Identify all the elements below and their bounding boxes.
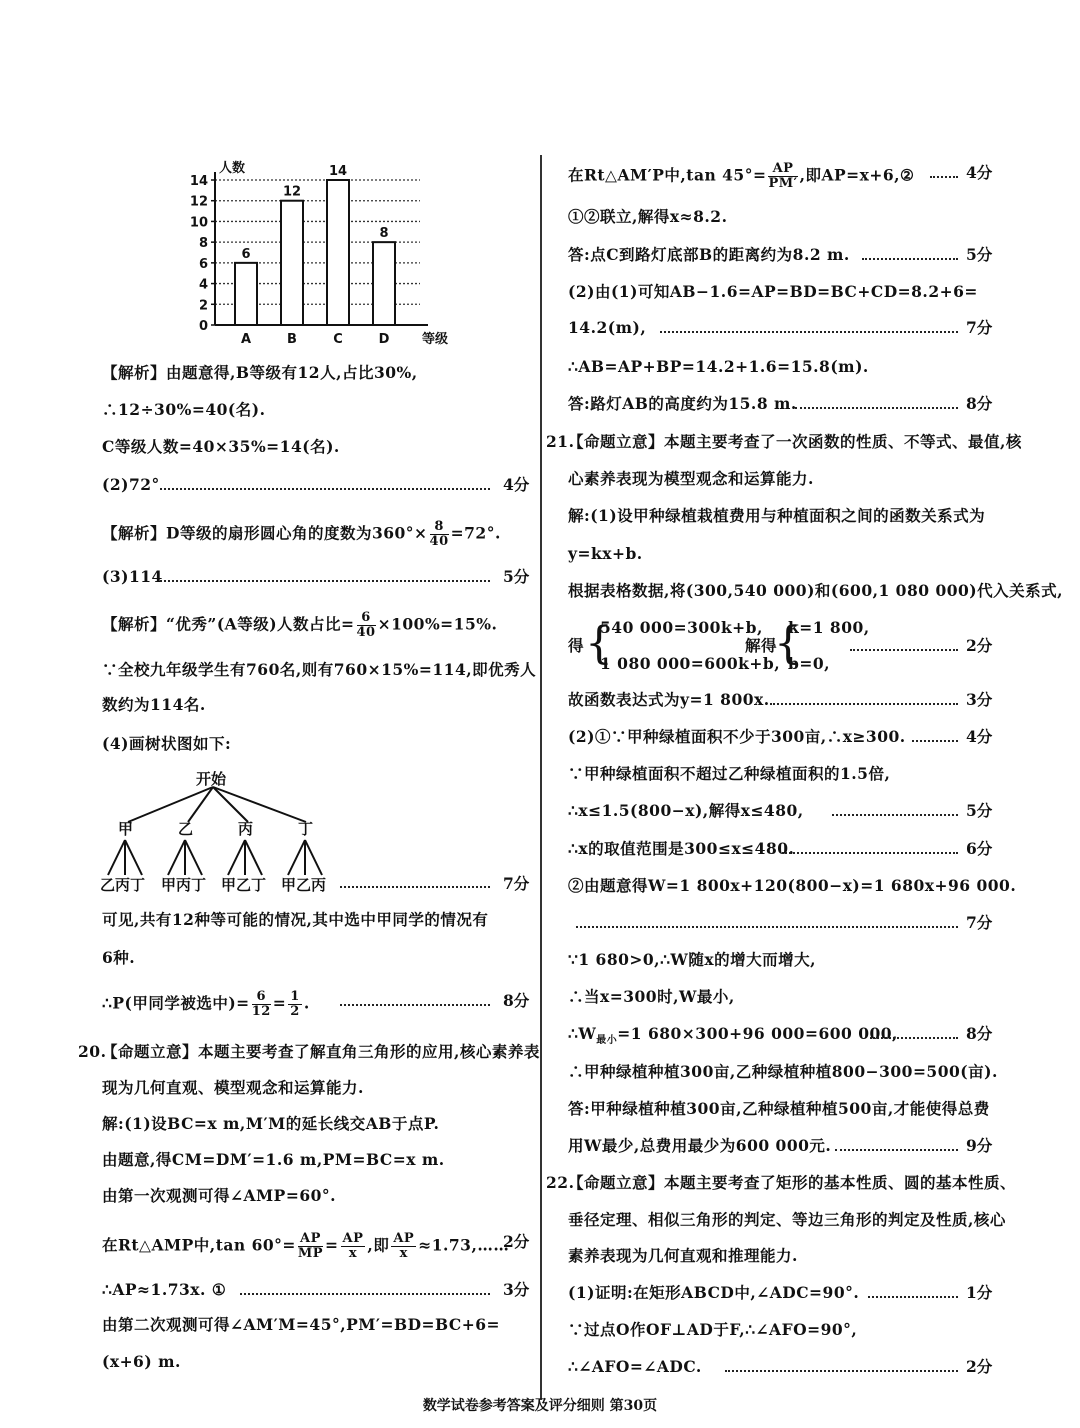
tree-node: 乙 [178,820,194,838]
leader-dots [240,1291,490,1295]
bar [327,180,349,325]
fraction [288,990,302,1019]
text-line: 6种. [102,948,136,967]
text-fragment: =1 680×300+96 000=600 000, [617,1024,898,1043]
score-label: 2分 [503,1232,530,1251]
bar-value-label: 8 [379,226,389,242]
text-line: 故函数表达式为y=1 800x. [568,690,770,709]
text-line: 【解析】由题意得,B等级有12人,占比30%, [102,363,418,382]
text-line: 【命题立意】本题主要考查了一次函数的性质、不等式、最值,核 [568,432,1022,451]
score-label: 9分 [966,1136,993,1155]
leader-dots [160,486,490,490]
tree-leaf: 乙丙丁 [100,876,146,894]
denominator: PM′ [768,176,798,191]
text-line: 数约为114名. [102,695,206,714]
text-line: ∴x的取值范围是300≤x≤480. [568,839,795,858]
score-label: 5分 [503,567,530,586]
score-label: 8分 [966,394,993,413]
text-line: 答:点C到路灯底部B的距离约为8.2 m. [568,245,850,264]
numerator: 1 [290,989,300,1004]
text-line: ∴AB=AP+BP=14.2+1.6=15.8(m). [568,357,869,376]
score-label: 8分 [966,1024,993,1043]
y-tick-label: 4 [198,277,208,293]
y-tick-label: 6 [198,256,208,272]
equation: b=0, [788,654,831,673]
text-fragment: 在Rt△AMP中,tan 60°= [102,1235,296,1255]
y-axis-label: 人数 [219,161,246,176]
score-label: 6分 [966,839,993,858]
y-tick-label: 0 [198,319,208,334]
fraction [298,1232,323,1261]
leader-dots [576,924,958,928]
tree-root: 开始 [196,770,227,788]
tree-leaf: 甲乙丙 [281,876,327,894]
text-line: (x+6) m. [102,1352,181,1371]
numerator: AP [342,1231,364,1246]
text-line [102,520,501,549]
y-tick-label: 12 [189,194,208,210]
text-fragment: ∴W [568,1024,597,1043]
score-label: 7分 [966,913,993,932]
numerator: 6 [357,611,376,626]
leader-dots [835,1147,958,1151]
text-line: 现为几何直观、模型观念和运算能力. [102,1078,364,1097]
tree-node: 丁 [298,820,314,838]
leader-dots [160,578,490,582]
equation: k=1 800, [788,618,870,637]
fraction [357,611,376,640]
score-label: 3分 [503,1280,530,1299]
text-line: ∴当x=300时,W最小, [568,987,735,1006]
text-line: ②由题意得W=1 800x+120(800−x)=1 680x+96 000. [568,876,1017,895]
text-line: 用W最少,总费用最少为600 000元. [568,1136,832,1155]
y-tick-label: 8 [198,236,208,252]
subscript: 最小 [596,1035,618,1047]
text-fragment: ∴P(甲同学被选中)= [102,993,250,1013]
leader-dots [340,1002,490,1006]
leader-dots [795,405,958,409]
leader-dots [832,812,958,816]
text-line: 解:(1)设BC=x m,M′M的延长线交AB于点P. [102,1114,440,1133]
leader-dots [340,884,490,888]
y-tick-label: 10 [189,215,208,231]
text-fragment: 【解析】“优秀”(A等级)人数占比= [102,614,355,634]
text-line: 根据表格数据,将(300,540 000)和(600,1 080 000)代入关系式, [568,581,1064,600]
bar [373,242,395,325]
text-line: ∴AP≈1.73x. ① [102,1280,227,1299]
x-tick-label: A [240,332,252,347]
bar-value-label: 14 [328,164,348,179]
bar-value-label: 12 [282,184,302,200]
fraction [252,990,271,1019]
text-line: 14.2(m), [568,318,647,337]
leader-dots [770,701,958,705]
score-label: 2分 [966,1357,993,1376]
text-line: 心素养表现为模型观念和运算能力. [568,469,814,488]
text-line: 【命题立意】本题主要考查了矩形的基本性质、圆的基本性质、 [568,1173,1017,1192]
text-line: 在Rt△AMP中,tan 60°= $\frac{AP}{MP}$ = $\frac{AP}{x}$ ,即 $\frac{AP}{x}$ ≈1.73,…… [102,1231,510,1261]
column-divider [540,155,542,1400]
bar-value-label: 6 [241,246,251,262]
tree-leaf: 甲乙丁 [221,876,267,894]
bar-chart [185,150,455,350]
denominator: x [348,1246,358,1261]
text-line: 【命题立意】本题主要考查了解直角三角形的应用,核心素养表 [102,1042,540,1061]
x-tick-label: D [378,332,390,347]
leader-dots [725,1368,958,1372]
text-line: 垂径定理、相似三角形的判定、等边三角形的判定及性质,核心 [568,1210,1006,1229]
numerator: AP [768,162,797,177]
leader-dots [868,1294,958,1298]
score-label: 5分 [966,245,993,264]
numerator: 6 [252,990,271,1005]
text-line: y=kx+b. [568,544,643,563]
leader-dots [660,329,958,333]
text-line: ∵过点O作OF⊥AD于F,∴∠AFO=90°, [568,1320,858,1339]
brace-symbol: { [585,618,613,669]
score-label: 4分 [966,727,993,746]
text-fragment: 在Rt△AM′P中,tan 45°= [568,165,767,185]
text-line: 解:(1)设甲种绿植栽植费用与种植面积之间的函数关系式为 [568,506,986,525]
bar [281,201,303,325]
score-label: 7分 [966,318,993,337]
text-line: ∵1 680>0,∴W随x的增大而增大, [568,950,816,969]
leader-dots [782,850,958,854]
text-line: ①②联立,解得x≈8.2. [568,207,728,226]
leader-dots [930,174,958,178]
text-line: 得 [568,636,585,655]
y-tick-label: 14 [189,174,208,189]
fraction [768,162,797,191]
text-line: C等级人数=40×35%=14(名). [102,437,340,456]
score-label: 4分 [503,475,530,494]
numerator: 8 [430,520,449,535]
score-label: 5分 [966,801,993,820]
equation: 1 080 000=600k+b, [600,654,781,673]
y-tick-label: 2 [198,298,208,314]
leader-dots [862,256,958,260]
text-line: 答:路灯AB的高度约为15.8 m. [568,394,797,413]
text-line: ∴12÷30%=40(名). [102,400,266,419]
text-fragment: ,即AP=x+6,② [799,165,915,185]
score-label: 4分 [966,163,993,182]
numerator: AP [298,1232,323,1247]
x-axis-label: 等级 [422,332,449,347]
page-footer: 数学试卷参考答案及评分细则 第30页 [422,1398,658,1414]
tree-leaf: 甲丙丁 [161,876,207,894]
text-line: (2)72° [102,475,160,494]
score-label: 7分 [503,874,530,893]
question-number: 20. [78,1042,107,1061]
question-number: 21. [546,432,575,451]
text-fragment: =72°. [450,523,501,543]
text-line: 素养表现为几何直观和推理能力. [568,1246,798,1265]
text-line: (1)证明:在矩形ABCD中,∠ADC=90°. [568,1283,860,1302]
text-line [568,1024,898,1051]
text-line: 答:甲种绿植种植300亩,乙种绿植种植500亩,才能使得总费 [568,1099,990,1118]
text-fragment: ≈1.73,…… [418,1235,510,1255]
equation: 540 000=300k+b, [600,618,763,637]
brace-symbol: { [774,618,802,669]
text-line [568,162,914,191]
x-tick-label: B [287,332,297,347]
text-fragment: ,即 [367,1235,390,1255]
text-line: ∴P(甲同学被选中)= $\frac{6}{12}$ = $\frac{1}{2}$ . [102,989,310,1019]
score-label: 3分 [966,690,993,709]
text-line: ∴∠AFO=∠ADC. [568,1357,702,1376]
text-fragment: 【解析】D等级的扇形圆心角的度数为360°× [102,523,428,543]
leader-dots [850,647,958,651]
score-label: 1分 [966,1283,993,1302]
fraction [341,1232,366,1261]
text-line: ∴甲种绿植种植300亩,乙种绿植种植800−300=500(亩). [568,1062,998,1081]
denominator: 2 [290,1004,300,1019]
fraction [430,520,449,549]
denominator: 12 [251,1004,271,1019]
leader-dots [870,1035,958,1039]
text-line: ∴x≤1.5(800−x),解得x≤480, [568,801,804,820]
denominator: 40 [429,534,449,549]
text-line: ∵甲种绿植面积不超过乙种绿植面积的1.5倍, [568,764,891,783]
leader-dots [912,738,958,742]
text-line: ∵全校九年级学生有760名,则有760×15%=114,即优秀人 [102,660,537,679]
text-fragment: ×100%=15%. [377,614,498,634]
bar [235,263,257,325]
text-line: 由第二次观测可得∠AM′M=45°,PM′=BD=BC+6= [102,1315,501,1334]
tree-node: 丙 [238,820,254,838]
text-line: 可见,共有12种等可能的情况,其中选中甲同学的情况有 [102,910,489,929]
text-line: 解得 [745,636,778,655]
text-line: (2)①∵甲种绿植面积不少于300亩,∴x≥300. [568,727,906,746]
question-number: 22. [546,1173,575,1192]
text-line [102,611,497,640]
fraction [391,1232,416,1261]
text-line: (2)由(1)可知AB−1.6=AP=BD=BC+CD=8.2+6= [568,282,978,301]
tree-node: 甲 [118,820,134,838]
numerator: AP [393,1231,415,1246]
x-tick-label: C [333,332,343,347]
text-line: 由第一次观测可得∠AMP=60°. [102,1186,337,1205]
text-line: (3)114 [102,567,163,586]
text-line: 由题意,得CM=DM′=1.6 m,PM=BC=x m. [102,1150,445,1169]
score-label: 2分 [966,636,993,655]
denominator: MP [297,1246,324,1261]
denominator: 40 [356,625,376,640]
denominator: x [399,1246,408,1261]
score-label: 8分 [503,991,530,1010]
text-line: (4)画树状图如下: [102,734,232,753]
